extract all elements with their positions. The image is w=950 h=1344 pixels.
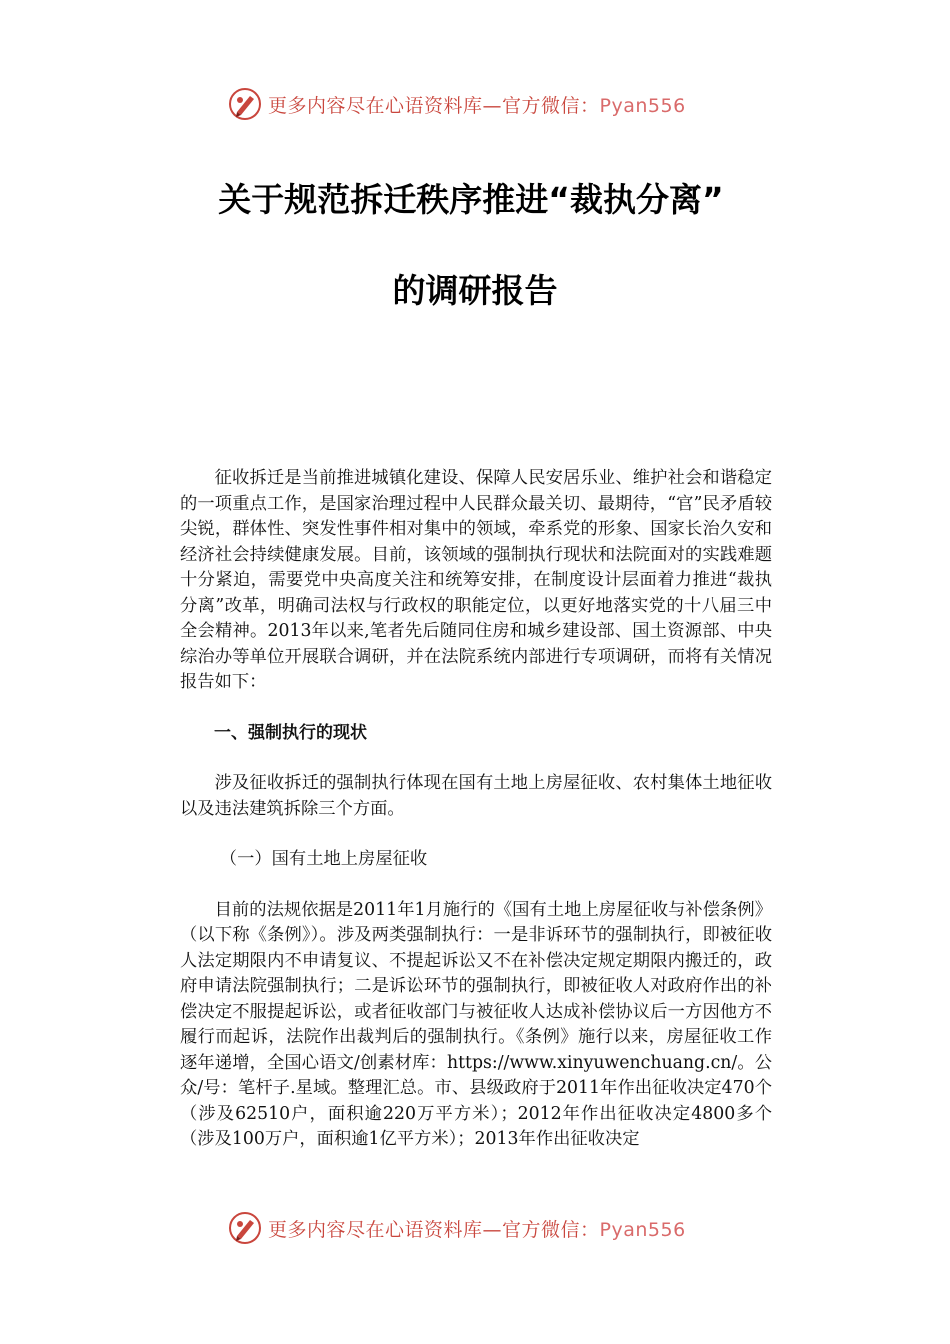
section1-heading: 一、强制执行的现状: [214, 722, 367, 743]
footer-wechat-id: Pyan556: [599, 1218, 686, 1241]
document-title-line2: 的调研报告: [392, 271, 558, 310]
header-wechat-id: Pyan556: [599, 94, 686, 117]
footer-banner: [228, 1208, 728, 1248]
pen-logo-icon: [228, 87, 262, 121]
footer-banner-text: 更多内容尽在心语资料库—官方微信：Pyan556: [268, 1218, 686, 1241]
subsection1-paragraph: 目前的法规依据是2011年1月施行的《国有土地上房屋征收与补偿条例》（以下称《条例》）。涉及两类强制执行：一是非诉环节的强制执行，即被征收人法定期限内不申请复议、不提起诉讼又不在补偿决定规定期限内搬迁的，政府申请法院强制执行；二是诉讼环节的强制执行，即被征收人对政府作出的补偿决定不服提起诉讼，或者征收部门与被征收人达成补偿协议后一方因他方不履行而起诉，法院作出裁判后的强制执行。《条例》施行以来，房屋征收工作逐年递增，全国心语文/创素材库：https://www.xinyuwenchuang.cn/。公众/号：笔杆子.星域。整理汇总。市、县级政府于2011年作出征收决定470个（涉及62510户，面积逾220万平方米）；2012年作出征收决定4800多个（涉及100万户，面积逾1亿平方米）；2013年作出征收决定: [180, 899, 772, 1149]
header-banner: [228, 84, 728, 124]
subsection1-heading: （一）国有土地上房屋征收: [219, 849, 428, 869]
intro-paragraph: 征收拆迁是当前推进城镇化建设、保障人民安居乐业、维护社会和谐稳定的一项重点工作，是国家治理过程中人民群众最关切、最期待，“官”民矛盾较尖锐，群体性、突发性事件相对集中的领域，牵系党的形象、国家长治久安和经济社会持续健康发展。目前，该领域的强制执行现状和法院面对的实践难题十分紧迫，需要党中央高度关注和统筹安排，在制度设计层面着力推进“裁执分离”改革，明确司法权与行政权的职能定位，以更好地落实党的十八届三中全会精神。2013年以来,笔者先后随同住房和城乡建设部、国土资源部、中央综治办等单位开展联合调研，并在法院系统内部进行专项调研，而将有关情况报告如下：: [180, 468, 772, 692]
header-banner-text: 更多内容尽在心语资料库—官方微信：Pyan556: [268, 94, 686, 117]
document-title-line1: 关于规范拆迁秩序推进“裁执分离”: [218, 180, 724, 219]
document-body: [180, 466, 772, 1153]
section1-paragraph: 涉及征收拆迁的强制执行体现在国有土地上房屋征收、农村集体土地征收以及违法建筑拆除三个方面。: [180, 773, 772, 819]
pen-logo-icon: [228, 1211, 262, 1245]
